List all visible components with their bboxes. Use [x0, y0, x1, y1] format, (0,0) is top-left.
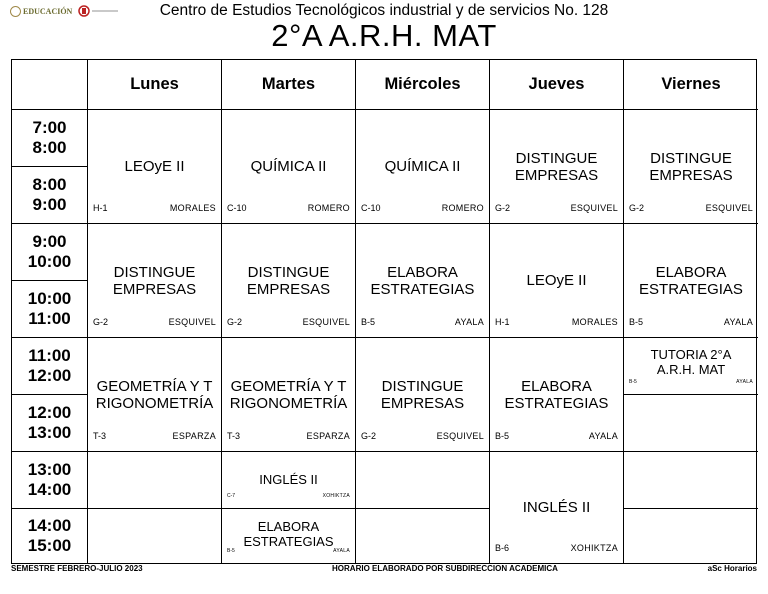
class-cell[interactable]	[222, 338, 356, 452]
room-label: C-7	[227, 493, 236, 499]
logo-text: EDUCACIÓN	[23, 6, 73, 16]
teacher-label: XOHIKTZA	[570, 543, 618, 553]
day-header-martes: Martes	[222, 60, 356, 110]
time-end: 10:00	[27, 252, 72, 271]
teacher-label: ROMERO	[307, 203, 350, 213]
day-header-jueves: Jueves	[490, 60, 624, 110]
time-end: 13:00	[27, 423, 72, 442]
teacher-label: AYALA	[736, 379, 753, 385]
teacher-label: ESQUIVEL	[302, 317, 350, 327]
schedule-grid	[11, 59, 757, 564]
time-slot	[12, 281, 88, 338]
time-start: 14:00	[27, 516, 72, 535]
time-slot	[12, 395, 88, 452]
subject-name: GEOMETRÍA Y TRIGONOMETRÍA	[229, 377, 348, 412]
class-cell[interactable]	[356, 224, 490, 338]
subject-name: LEOyE II	[526, 272, 587, 289]
room-label: B-5	[495, 431, 510, 441]
empty-cell	[356, 452, 490, 509]
subject-name: QUÍMICA II	[384, 158, 461, 175]
room-label: T-3	[93, 431, 107, 441]
time-slot	[12, 167, 88, 224]
time-start: 11:00	[28, 346, 71, 365]
subject-name: QUÍMICA II	[250, 158, 327, 175]
class-cell[interactable]	[624, 110, 758, 224]
footer-software: aSc Horarios	[707, 564, 757, 573]
class-cell[interactable]	[222, 452, 356, 509]
time-end: 15:00	[27, 536, 72, 555]
time-start: 8:00	[32, 175, 67, 194]
teacher-label: AYALA	[588, 431, 618, 441]
room-label: H-1	[93, 203, 108, 213]
footer-semester: SEMESTRE FEBRERO-JULIO 2023	[11, 564, 143, 573]
teacher-label: AYALA	[454, 317, 484, 327]
subject-name: ELABORA ESTRATEGIAS	[639, 263, 743, 298]
subject-name: DISTINGUE EMPRESAS	[380, 377, 465, 412]
teacher-label: MORALES	[169, 203, 216, 213]
subject-name: LEOyE II	[124, 158, 185, 175]
time-start: 13:00	[27, 460, 72, 479]
class-cell[interactable]	[490, 110, 624, 224]
class-cell[interactable]	[490, 224, 624, 338]
room-label: C-10	[361, 203, 381, 213]
school-name: Centro de Estudios Tecnológicos industrial y de servicios No. 128	[159, 2, 609, 19]
time-end: 9:00	[32, 195, 67, 214]
class-cell[interactable]	[624, 338, 758, 395]
subject-name: INGLÉS II	[259, 471, 318, 487]
subject-name: ELABORA ESTRATEGIAS	[243, 519, 334, 549]
class-cell[interactable]	[356, 338, 490, 452]
corner-cell	[12, 60, 88, 110]
teacher-label: ESQUIVEL	[705, 203, 753, 213]
time-slot	[12, 338, 88, 395]
teacher-label: ESPARZA	[172, 431, 216, 441]
time-end: 8:00	[32, 138, 67, 157]
time-slot	[12, 509, 88, 563]
class-cell[interactable]	[356, 110, 490, 224]
teacher-label: ESQUIVEL	[436, 431, 484, 441]
room-label: B-5	[629, 317, 644, 327]
teacher-label: ESQUIVEL	[570, 203, 618, 213]
empty-cell	[624, 395, 758, 452]
room-label: H-1	[495, 317, 510, 327]
class-cell[interactable]	[88, 338, 222, 452]
class-cell[interactable]	[88, 110, 222, 224]
room-label: G-2	[361, 431, 377, 441]
day-header-lunes: Lunes	[88, 60, 222, 110]
teacher-label: ROMERO	[441, 203, 484, 213]
footer-center: HORARIO ELABORADO POR SUBDIRECCION ACADEMICA	[332, 564, 558, 573]
empty-cell	[88, 452, 222, 509]
class-cell[interactable]	[490, 452, 624, 563]
room-label: G-2	[227, 317, 243, 327]
room-label: C-10	[227, 203, 247, 213]
subject-name: DISTINGUE EMPRESAS	[112, 263, 197, 298]
subject-name: DISTINGUE EMPRESAS	[649, 149, 733, 184]
time-start: 9:00	[32, 232, 67, 251]
subject-name: GEOMETRÍA Y TRIGONOMETRÍA	[95, 377, 214, 412]
empty-cell	[624, 509, 758, 563]
room-label: B-5	[361, 317, 376, 327]
subject-name: DISTINGUE EMPRESAS	[246, 263, 331, 298]
room-label: B-5	[629, 379, 637, 385]
subject-name: TUTORIA 2°A A.R.H. MAT	[650, 347, 732, 377]
empty-cell	[88, 509, 222, 563]
teacher-label: AYALA	[723, 317, 753, 327]
class-cell[interactable]	[222, 224, 356, 338]
empty-cell	[356, 509, 490, 563]
room-label: G-2	[629, 203, 645, 213]
room-label: B-5	[227, 548, 235, 554]
room-label: G-2	[495, 203, 511, 213]
schedule-title: 2°A A.R.H. MAT	[271, 18, 497, 53]
subject-name: INGLÉS II	[522, 499, 591, 516]
time-slot	[12, 452, 88, 509]
teacher-label: MORALES	[571, 317, 618, 327]
time-start: 7:00	[32, 118, 67, 137]
header	[0, 0, 768, 60]
time-slot	[12, 224, 88, 281]
room-label: G-2	[93, 317, 109, 327]
time-slot	[12, 110, 88, 167]
class-cell[interactable]	[624, 224, 758, 338]
subject-name: ELABORA ESTRATEGIAS	[370, 263, 475, 298]
day-header-miercoles: Miércoles	[356, 60, 490, 110]
class-cell[interactable]	[222, 509, 356, 563]
room-label: B-6	[495, 543, 510, 553]
room-label: T-3	[227, 431, 241, 441]
time-start: 12:00	[27, 403, 72, 422]
time-end: 14:00	[27, 480, 72, 499]
class-cell[interactable]	[222, 110, 356, 224]
subject-name: DISTINGUE EMPRESAS	[514, 149, 599, 184]
class-cell[interactable]	[490, 338, 624, 452]
time-start: 10:00	[27, 289, 72, 308]
teacher-label: ESQUIVEL	[168, 317, 216, 327]
empty-cell	[624, 452, 758, 509]
teacher-label: ESPARZA	[306, 431, 350, 441]
teacher-label: XOHIKTZA	[322, 493, 350, 499]
day-header-viernes: Viernes	[624, 60, 758, 110]
time-end: 12:00	[27, 366, 72, 385]
subject-name: ELABORA ESTRATEGIAS	[504, 377, 609, 412]
time-end: 11:00	[28, 309, 71, 328]
class-cell[interactable]	[88, 224, 222, 338]
teacher-label: AYALA	[333, 548, 350, 554]
